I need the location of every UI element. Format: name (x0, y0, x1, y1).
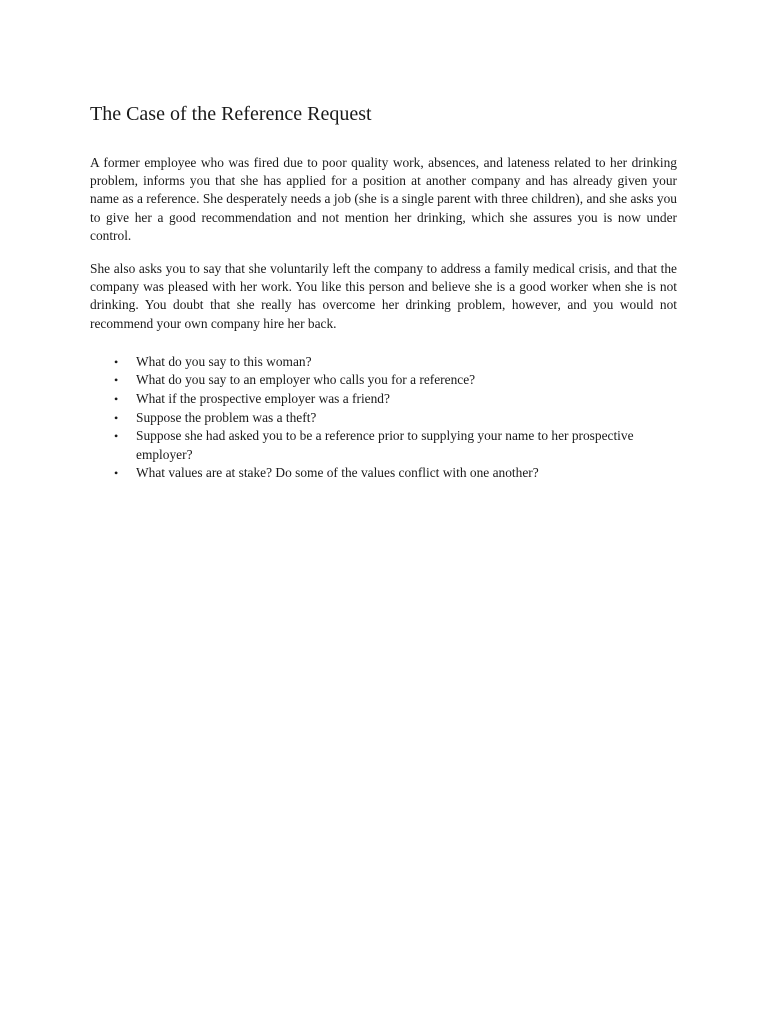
bullet-icon: • (114, 392, 119, 407)
list-item (90, 371, 677, 390)
paragraph-2: She also asks you to say that she voluntarily left the company to address a family medical crisis, and that the company was pleased with her work. You like this person and believe she is a good worker when she is not drinking. You doubt that she really has overcome her drinking problem, however, and you would not recommend your own company hire her back. (90, 261, 677, 331)
question-text: What do you say to an employer who calls you for a reference? (136, 372, 476, 388)
paragraph-1: A former employee who was fired due to poor quality work, absences, and lateness related to her drinking problem, informs you that she has applied for a position at another company and has already given your name as a reference. She desperately needs a job (she is a single parent with three children), and she asks you to give her a good recommendation and not mention her drinking, which she assures you is now under control. (90, 155, 677, 243)
document-page (90, 100, 677, 483)
list-item (90, 353, 677, 372)
list-item (90, 390, 677, 409)
bullet-icon: • (114, 466, 119, 481)
list-item (90, 427, 677, 464)
bullet-icon: • (114, 354, 119, 369)
question-text: What values are at stake? Do some of the values conflict with one another? (136, 465, 539, 481)
question-text: What do you say to this woman? (136, 353, 312, 369)
question-list (90, 353, 677, 483)
question-text: Suppose the problem was a theft? (136, 409, 317, 425)
bullet-icon: • (114, 373, 119, 388)
bullet-icon: • (114, 410, 119, 425)
bullet-icon: • (114, 429, 119, 444)
question-text: What if the prospective employer was a friend? (136, 391, 390, 407)
question-text: Suppose she had asked you to be a reference prior to supplying your name to her prospective employer? (136, 428, 634, 462)
list-item (90, 464, 677, 483)
document-title: The Case of the Reference Request (90, 103, 372, 125)
list-item (90, 409, 677, 428)
